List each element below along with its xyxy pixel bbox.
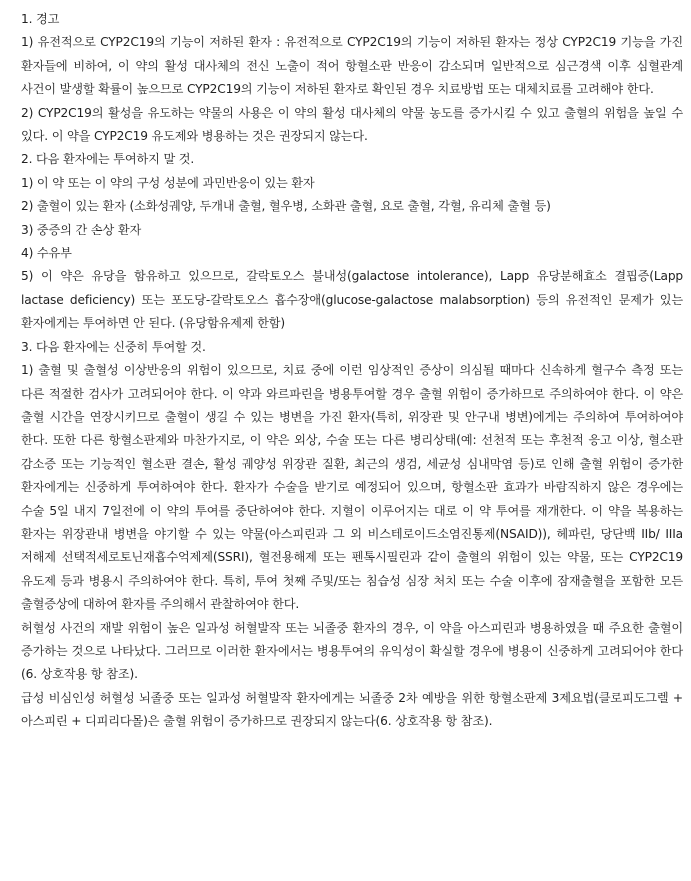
section-heading-precautions: 3. 다음 환자에는 신중히 투여할 것. <box>21 339 206 354</box>
warning-item-2: 2) CYP2C19의 활성을 유도하는 약물의 사용은 이 약의 활성 대사체의 약물 농도를 증가시킬 수 있고 출혈의 위험을 높일 수 있다. 이 약을 CYP2C19 유도제와 병용하는 것은 권장되지 않는다. <box>21 105 683 144</box>
contraindication-item-5: 5) 이 약은 유당을 함유하고 있으므로, 갈락토오스 불내성(galactose intolerance), Lapp 유당분해효소 결핍증(Lapp lactase deficiency) 또는 포도당-갈락토오스 흡수장애(glucose-galactose malabsorption) 등의 유전적인 문제가 있는 환자에게는 투여하면 안 된다. (유당함유제제 한함) <box>21 269 683 331</box>
section-heading-contraindications: 2. 다음 환자에는 투여하지 말 것. <box>21 152 195 167</box>
section-heading-warning: 1. 경고 <box>21 12 60 26</box>
contraindication-item-2: 2) 출혈이 있는 환자 (소화성궤양, 두개내 출혈, 혈우병, 소화관 출혈, 요로 출혈, 각혈, 유리체 출혈 등) <box>21 199 551 214</box>
contraindication-item-4: 4) 수유부 <box>21 246 72 261</box>
precaution-paragraph-stroke: 허혈성 사건의 재발 위험이 높은 일과성 허혈발작 또는 뇌졸중 환자의 경우, 이 약을 아스피린과 병용하였을 때 주요한 출혈이 증가하는 것으로 나타났다. 그러므로 이러한 환자에서는 병용투여의 유익성이 확실할 경우에 병용이 신중하게 고려되어야 한다(6. 상호작용 항 참조). <box>21 620 683 682</box>
contraindication-item-3: 3) 중증의 간 손상 환자 <box>21 222 142 237</box>
precaution-paragraph-triple-therapy: 급성 비심인성 허혈성 뇌졸중 또는 일과성 허혈발작 환자에게는 뇌졸중 2차 예방을 위한 항혈소판제 3제요법(클로피도그렐 + 아스피린 + 디피리다몰)은 출혈 위험이 증가하므로 권장되지 않는다(6. 상호작용 항 참조). <box>21 690 683 729</box>
precaution-item-1: 1) 출혈 및 출혈성 이상반응의 위험이 있으므로, 치료 중에 이런 임상적인 증상이 의심될 때마다 신속하게 혈구수 측정 또는 다른 적절한 검사가 고려되어야 한다. 이 약과 와르파린을 병용투여할 경우 출혈 위험이 증가하므로 주의하여야 한다. 이 약은 출혈 시간을 연장시키므로 출혈이 생길 수 있는 병변을 가진 환자(특히, 위장관 및 안구내 병변)에게는 주의하여 투여하여야 한다. 또한 다른 항혈소판제와 마찬가지로, 이 약은 외상, 수술 또는 다른 병리상태(예: 선천적 또는 후천적 응고 이상, 혈소판 감소증 또는 기능적인 혈소판 결손, 활성 궤양성 위장관 질환, 최근의 생검, 세균성 심내막염 등)로 인해 출혈 위험이 증가한 환자에게는 신중하게 투여하여야 한다. 환자가 수술을 받기로 예정되어 있으며, 항혈소판 효과가 바람직하지 않은 경우에는 수술 5일 내지 7일전에 이 약의 투여를 중단하여야 한다. 지혈이 이루어지는 대로 이 약 투여를 재개한다. 이 약을 복용하는 환자는 위장관내 병변을 야기할 수 있는 약물(아스피린과 그 외 비스테로이드소염진통제(NSAID)), 헤파린, 당단백 IIb/ IIIa 저해제 선택적세로토닌재흡수억제제(SSRI), 혈전용해제 또는 펜톡시필린과 같이 출혈의 위험이 있는 약물, 또는 CYP2C19 유도제 등과 병용시 주의하여야 한다. 특히, 투여 첫째 주및/또는 침습성 심장 처치 또는 수술 이후에 잠재출혈을 포함한 모든 출혈증상에 대하여 환자를 주의해서 관찰하여야 한다. <box>21 363 683 612</box>
warning-item-1: 1) 유전적으로 CYP2C19의 기능이 저하된 환자 : 유전적으로 CYP2C19의 기능이 저하된 환자는 정상 CYP2C19 기능을 가진 환자들에 비하여, 이 약의 활성 대사체의 전신 노출이 적어 항혈소판 반응이 감소되며 일반적으로 심근경색 이후 심혈관계 사건이 발생할 확률이 높으므로 CYP2C19의 기능이 저하된 환자로 확인된 경우 치료방법 또는 대체치료를 고려해야 한다. <box>21 35 683 97</box>
contraindication-item-1: 1) 이 약 또는 이 약의 구성 성분에 과민반응이 있는 환자 <box>21 175 315 190</box>
